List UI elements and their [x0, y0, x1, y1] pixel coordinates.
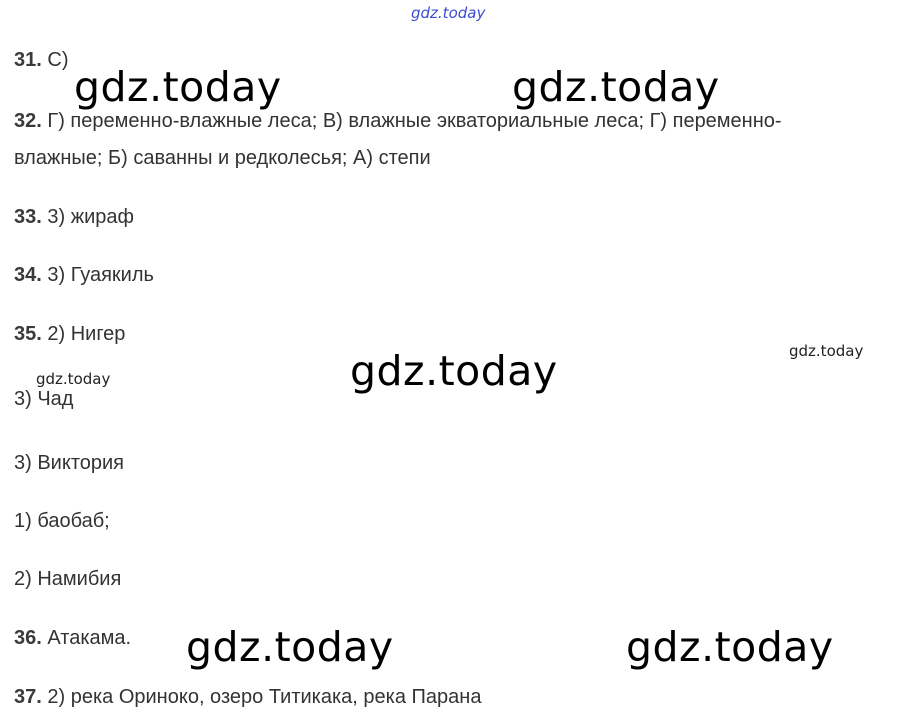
answer-35-baobab	[14, 509, 110, 533]
answer-text: 3) Чад	[14, 388, 74, 410]
watermark-small: gdz.today	[36, 370, 111, 388]
answer-37	[14, 685, 481, 709]
answer-text: С)	[47, 49, 69, 71]
watermark-large: gdz.today	[350, 347, 558, 395]
answer-number: 37.	[14, 686, 42, 708]
answer-31	[14, 48, 68, 72]
answer-text: 3) жираф	[47, 206, 134, 228]
answer-number: 35.	[14, 323, 42, 345]
answer-number: 34.	[14, 264, 42, 286]
watermark-large: gdz.today	[74, 63, 282, 111]
watermark-small: gdz.today	[789, 342, 864, 360]
watermark-large: gdz.today	[512, 63, 720, 111]
answer-35-victoria	[14, 451, 124, 475]
answer-text: Атакама.	[47, 627, 132, 649]
answer-35	[14, 322, 125, 346]
answer-text: 2) Нигер	[47, 323, 126, 345]
answer-text: 2) Намибия	[14, 568, 122, 590]
answer-text: 3) Виктория	[14, 452, 125, 474]
watermark-large: gdz.today	[626, 623, 834, 671]
answer-text: Г) переменно-влажные леса; В) влажные экваториальные леса; Г) переменно-	[47, 110, 782, 132]
answer-number: 33.	[14, 206, 42, 228]
answer-text: 2) река Ориноко, озеро Титикака, река Парана	[47, 686, 482, 708]
answer-text: влажные; Б) саванны и редколесья; А) степи	[14, 147, 431, 169]
answer-32	[14, 109, 782, 133]
answer-number: 32.	[14, 110, 42, 132]
answer-number: 36.	[14, 627, 42, 649]
answer-36	[14, 626, 131, 650]
answer-text: 3) Гуаякиль	[47, 264, 154, 286]
answer-34	[14, 263, 154, 287]
answer-35-namibia	[14, 567, 121, 591]
answer-text: 1) баобаб;	[14, 510, 110, 532]
answer-35-chad	[14, 387, 73, 411]
answer-number: 31.	[14, 49, 42, 71]
answer-33	[14, 205, 134, 229]
watermark-large: gdz.today	[186, 623, 394, 671]
watermark-top: gdz.today	[411, 4, 486, 22]
answer-32-continued	[14, 146, 431, 170]
